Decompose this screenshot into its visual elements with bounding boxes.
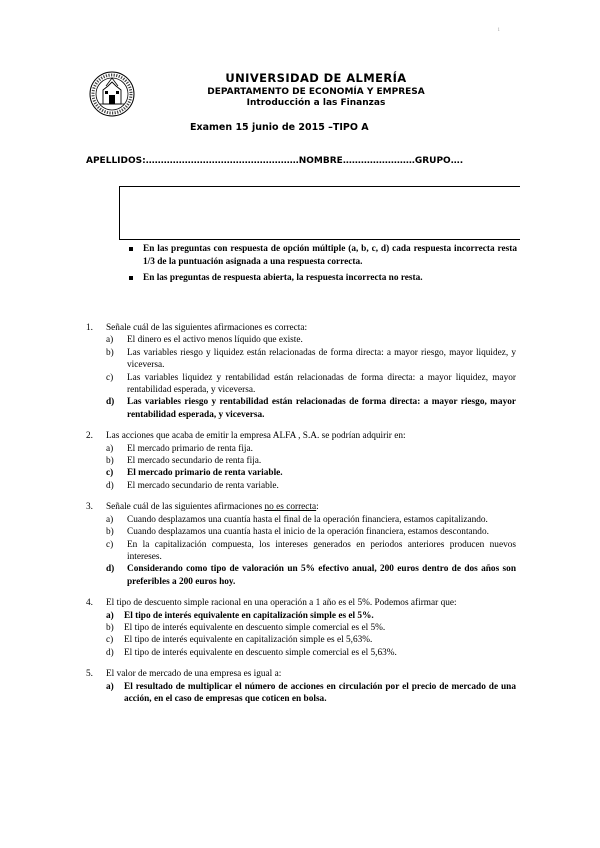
option-text: El mercado secundario de renta variable. — [127, 480, 279, 491]
apellidos-label: APELLIDOS: — [86, 156, 146, 166]
rule-text: En las preguntas de respuesta abierta, la respuesta incorrecta no resta. — [143, 272, 423, 283]
option-letter: c) — [106, 372, 114, 383]
page-corner-mark: 1 — [497, 28, 500, 33]
question-text: Señale cuál de las siguientes afirmaciones es correcta: — [106, 323, 308, 333]
option-text: El tipo de interés equivalente en descuento simple comercial es el 5%. — [124, 622, 386, 633]
option-text: El tipo de interés equivalente en capitalización simple es el 5%. — [124, 610, 374, 621]
grupo-field: …. — [450, 156, 464, 166]
option-letter: b) — [106, 622, 114, 633]
university-seal-logo — [88, 64, 136, 124]
nombre-label: NOMBRE — [298, 156, 343, 166]
question-4 — [86, 597, 516, 659]
option-text: Las variables liquidez y rentabilidad están relacionadas de forma directa: a mayor liquidez, mayor rentabilidad esperada, y viceversa. — [127, 372, 516, 396]
option-b — [86, 455, 516, 467]
bullet-icon — [129, 276, 133, 280]
questions-list — [86, 322, 516, 714]
option-letter: a) — [106, 610, 114, 621]
option-text: En la capitalización compuesta, los intereses generados en periodos anteriores producen nuevos intereses. — [127, 539, 516, 562]
option-letter: a) — [106, 443, 114, 454]
option-a — [86, 443, 516, 455]
student-fields-line — [86, 156, 463, 166]
document-header — [176, 71, 456, 108]
option-text: El tipo de interés equivalente en descuento simple comercial es el 5,63%. — [124, 647, 397, 658]
option-text: El dinero es el activo menos líquido que existe. — [127, 335, 303, 346]
rule-text: En las preguntas con respuesta de opción múltiple (a, b, c, d) cada respuesta incorrecta resta 1/3 de la puntuación asignada a una respuesta correcta. — [143, 244, 517, 268]
option-letter: d) — [106, 564, 115, 575]
option-c — [86, 539, 516, 564]
option-text: Cuando desplazamos una cuantía hasta el inicio de la operación financiera, estamos descontando. — [127, 527, 489, 538]
option-a — [86, 334, 516, 346]
question-stem — [86, 597, 516, 609]
option-text: El tipo de interés equivalente en capitalización simple es el 5,63%. — [124, 635, 373, 646]
option-letter: b) — [106, 347, 114, 358]
question-text: El tipo de descuento simple racional en una operación a 1 año es el 5%. Podemos afirmar que: — [106, 598, 457, 609]
option-letter: a) — [106, 335, 114, 346]
option-c — [86, 634, 516, 646]
option-a-correct — [86, 681, 516, 706]
option-letter: c) — [106, 539, 114, 550]
exam-title: Examen 15 junio de 2015 –TIPO A — [190, 122, 369, 133]
option-text: Las variables riesgo y liquidez están relacionadas de forma directa: a mayor riesgo, mayor liquidez, y viceversa. — [127, 347, 516, 371]
question-number: 3. — [86, 502, 93, 513]
option-text: Considerando como tipo de valoración un 5% efectivo anual, 200 euros dentro de dos años son preferibles a 200 euros hoy. — [127, 564, 516, 587]
option-text: Las variables riesgo y rentabilidad están relacionadas de forma directa: a mayor riesgo, mayor rentabilidad esperada, y viceversa. — [127, 397, 516, 420]
rule-item — [127, 243, 517, 270]
option-b — [86, 347, 516, 372]
option-text: El mercado primario de renta variable. — [127, 468, 283, 479]
option-letter: a) — [106, 681, 114, 692]
option-letter: a) — [106, 514, 114, 525]
option-d — [86, 480, 516, 492]
option-d — [86, 647, 516, 659]
rule-item — [127, 272, 517, 285]
question-emphasis: no es correcta — [264, 502, 317, 513]
option-a — [86, 514, 516, 526]
question-stem — [86, 668, 516, 680]
bullet-icon — [129, 247, 133, 251]
question-3 — [86, 501, 516, 588]
option-letter: b) — [106, 456, 114, 467]
option-letter: c) — [106, 635, 114, 646]
option-text: Cuando desplazamos una cuantía hasta el final de la operación financiera, estamos capitalizando. — [127, 514, 488, 525]
nombre-field: …………………… — [342, 156, 415, 166]
grupo-label: GRUPO — [414, 156, 451, 166]
apellidos-field: …………………………………………… — [145, 156, 299, 166]
option-d-correct — [86, 396, 516, 421]
exam-rules — [127, 243, 517, 287]
option-c-correct — [86, 467, 516, 479]
question-number: 2. — [86, 431, 93, 442]
option-d-correct — [86, 563, 516, 588]
question-1 — [86, 322, 516, 421]
question-text: Las acciones que acaba de emitir la empresa ALFA , S.A. se podrían adquirir en: — [106, 431, 406, 442]
option-text: El resultado de multiplicar el número de acciones en circulación por el precio de mercado de una acción, en el caso de empresas que coticen en bolsa. — [124, 681, 516, 704]
option-letter: c) — [106, 468, 114, 479]
course-name: Introducción a las Finanzas — [246, 98, 386, 108]
option-c — [86, 372, 516, 397]
department-name: DEPARTAMENTO DE ECONOMÍA Y EMPRESA — [207, 87, 425, 97]
question-stem — [86, 322, 516, 334]
question-text: Señale cuál de las siguientes afirmaciones — [106, 502, 265, 513]
option-letter: d) — [106, 647, 114, 658]
question-stem — [86, 501, 516, 513]
question-number: 4. — [86, 598, 93, 609]
option-letter: d) — [106, 480, 114, 491]
option-b — [86, 622, 516, 634]
option-text: El mercado primario de renta fija. — [127, 443, 253, 454]
university-name: UNIVERSIDAD DE ALMERÍA — [225, 71, 407, 85]
option-text: El mercado secundario de renta fija. — [127, 456, 262, 467]
question-5 — [86, 668, 516, 705]
question-text-end: : — [316, 502, 319, 513]
option-a-correct — [86, 610, 516, 622]
option-b — [86, 526, 516, 538]
question-number: 5. — [86, 669, 93, 680]
question-text: El valor de mercado de una empresa es igual a: — [106, 669, 282, 680]
question-2 — [86, 430, 516, 492]
option-letter: d) — [106, 397, 115, 408]
question-number: 1. — [86, 323, 93, 333]
answer-box — [119, 186, 520, 240]
question-stem — [86, 430, 516, 442]
option-letter: b) — [106, 527, 114, 538]
